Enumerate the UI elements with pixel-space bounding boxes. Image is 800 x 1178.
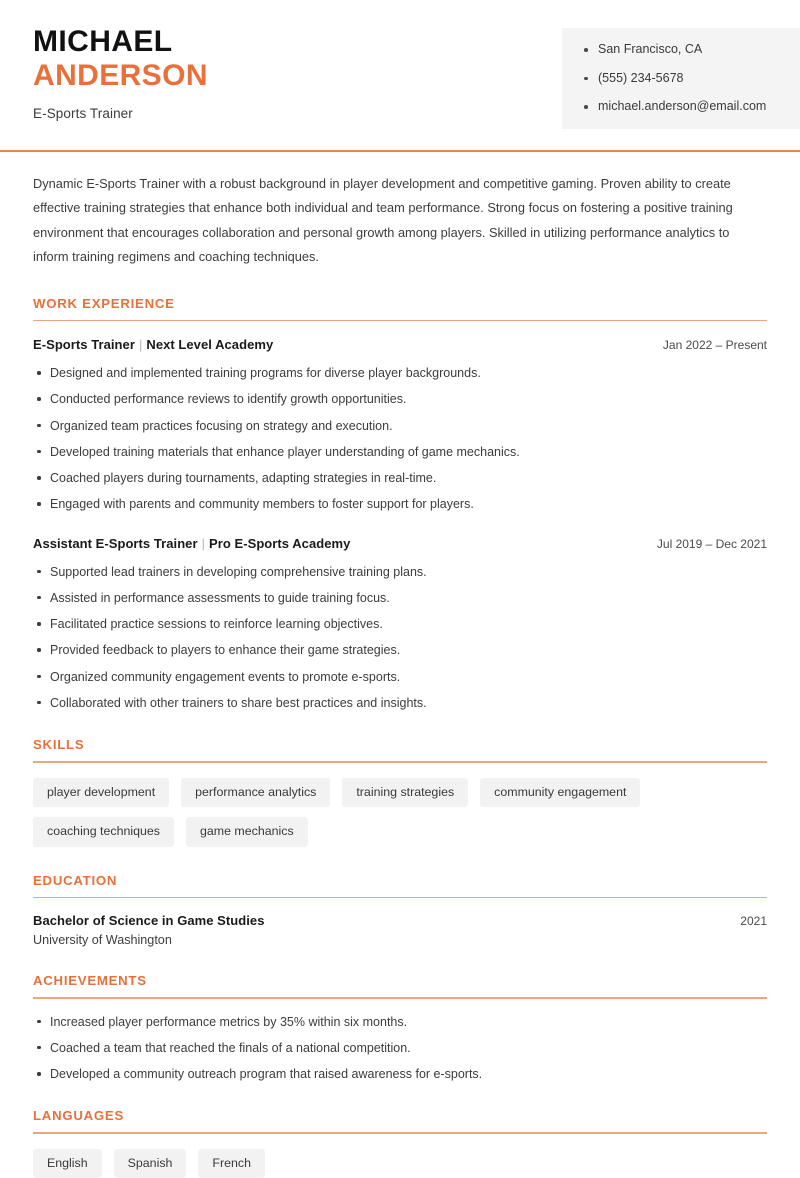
list-item: Assisted in performance assessments to guide training focus. xyxy=(33,590,767,606)
experience-company: Next Level Academy xyxy=(146,337,274,353)
list-item: Conducted performance reviews to identify growth opportunities. xyxy=(33,391,767,407)
contact-info-box xyxy=(562,28,800,129)
section-divider xyxy=(33,897,767,898)
language-tag: French xyxy=(198,1149,265,1178)
skill-tag: game mechanics xyxy=(186,817,308,847)
experience-date: Jul 2019 – Dec 2021 xyxy=(656,536,767,551)
experience-entry-head xyxy=(33,336,767,354)
skill-tag: player development xyxy=(33,778,169,808)
section-achievements xyxy=(33,973,767,1082)
education-entry xyxy=(33,913,767,947)
section-title-education: EDUCATION xyxy=(33,872,118,888)
experience-company: Pro E-Sports Academy xyxy=(209,535,351,551)
list-item: Designed and implemented training programs for diverse player backgrounds. xyxy=(33,365,767,381)
education-entry-head xyxy=(33,913,767,928)
experience-role: E-Sports Trainer xyxy=(33,337,135,353)
list-item: Developed training materials that enhance player understanding of game mechanics. xyxy=(33,444,767,460)
language-tag: English xyxy=(33,1149,102,1178)
experience-entry-head xyxy=(33,535,767,553)
skills-pill-list xyxy=(33,778,767,847)
experience-bullets xyxy=(33,564,767,712)
section-divider xyxy=(33,761,767,762)
section-work-experience xyxy=(33,296,767,711)
list-item: Coached a team that reached the finals of a national competition. xyxy=(33,1040,767,1056)
education-institution: University of Washington xyxy=(33,933,172,948)
list-item: Provided feedback to players to enhance their game strategies. xyxy=(33,642,767,658)
languages-pill-list xyxy=(33,1149,767,1178)
section-title-achievements: ACHIEVEMENTS xyxy=(33,973,147,989)
list-item: Facilitated practice sessions to reinforce learning objectives. xyxy=(33,616,767,632)
section-education xyxy=(33,873,767,947)
experience-date: Jan 2022 – Present xyxy=(662,338,767,353)
contact-list xyxy=(584,42,800,115)
section-title-work-experience: WORK EXPERIENCE xyxy=(33,295,175,311)
resume-body xyxy=(0,172,800,1178)
section-languages xyxy=(33,1108,767,1178)
list-item: Supported lead trainers in developing comprehensive training plans. xyxy=(33,564,767,580)
skill-tag: community engagement xyxy=(480,778,640,808)
contact-email: michael.anderson@email.com xyxy=(584,99,800,115)
experience-entry xyxy=(33,535,767,712)
resume-header xyxy=(0,0,800,134)
education-date: 2021 xyxy=(740,914,767,929)
experience-entry xyxy=(33,336,767,513)
list-item: Increased player performance metrics by 35% within six months. xyxy=(33,1014,767,1030)
achievements-list xyxy=(33,1014,767,1083)
contact-location: San Francisco, CA xyxy=(584,42,800,58)
section-divider xyxy=(33,320,767,321)
identity-block xyxy=(0,22,208,121)
section-skills xyxy=(33,737,767,847)
section-title-languages: LANGUAGES xyxy=(33,1108,125,1124)
skill-tag: performance analytics xyxy=(181,778,330,808)
contact-phone: (555) 234-5678 xyxy=(584,71,800,87)
education-degree: Bachelor of Science in Game Studies xyxy=(33,913,265,929)
language-tag: Spanish xyxy=(114,1149,187,1178)
list-item: Collaborated with other trainers to share best practices and insights. xyxy=(33,695,767,711)
list-item: Organized team practices focusing on strategy and execution. xyxy=(33,418,767,434)
list-item: Engaged with parents and community members to foster support for players. xyxy=(33,496,767,512)
skill-tag: coaching techniques xyxy=(33,817,174,847)
experience-role: Assistant E-Sports Trainer xyxy=(33,535,198,551)
last-name: ANDERSON xyxy=(33,58,208,92)
section-divider xyxy=(33,1132,767,1133)
job-title: E-Sports Trainer xyxy=(33,106,133,122)
section-divider xyxy=(33,997,767,998)
experience-title-line xyxy=(33,336,273,354)
section-title-skills: SKILLS xyxy=(33,737,85,753)
experience-title-line xyxy=(33,535,350,553)
title-separator: | xyxy=(201,535,206,551)
title-separator: | xyxy=(138,337,143,353)
list-item: Developed a community outreach program that raised awareness for e-sports. xyxy=(33,1066,767,1082)
experience-bullets xyxy=(33,365,767,513)
skill-tag: training strategies xyxy=(342,778,468,808)
first-name: MICHAEL xyxy=(33,25,173,58)
professional-summary: Dynamic E-Sports Trainer with a robust background in player development and competitive gaming. Proven ability to create effective training strategies that enhance both individual and team performance. Strong focus on fostering a positive training environment that encourages collaboration and personal growth among players. Skilled in utilizing performance analytics to inform training regimens and coaching techniques. xyxy=(33,175,733,265)
header-divider xyxy=(0,150,800,152)
list-item: Coached players during tournaments, adapting strategies in real-time. xyxy=(33,470,767,486)
list-item: Organized community engagement events to promote e-sports. xyxy=(33,669,767,685)
